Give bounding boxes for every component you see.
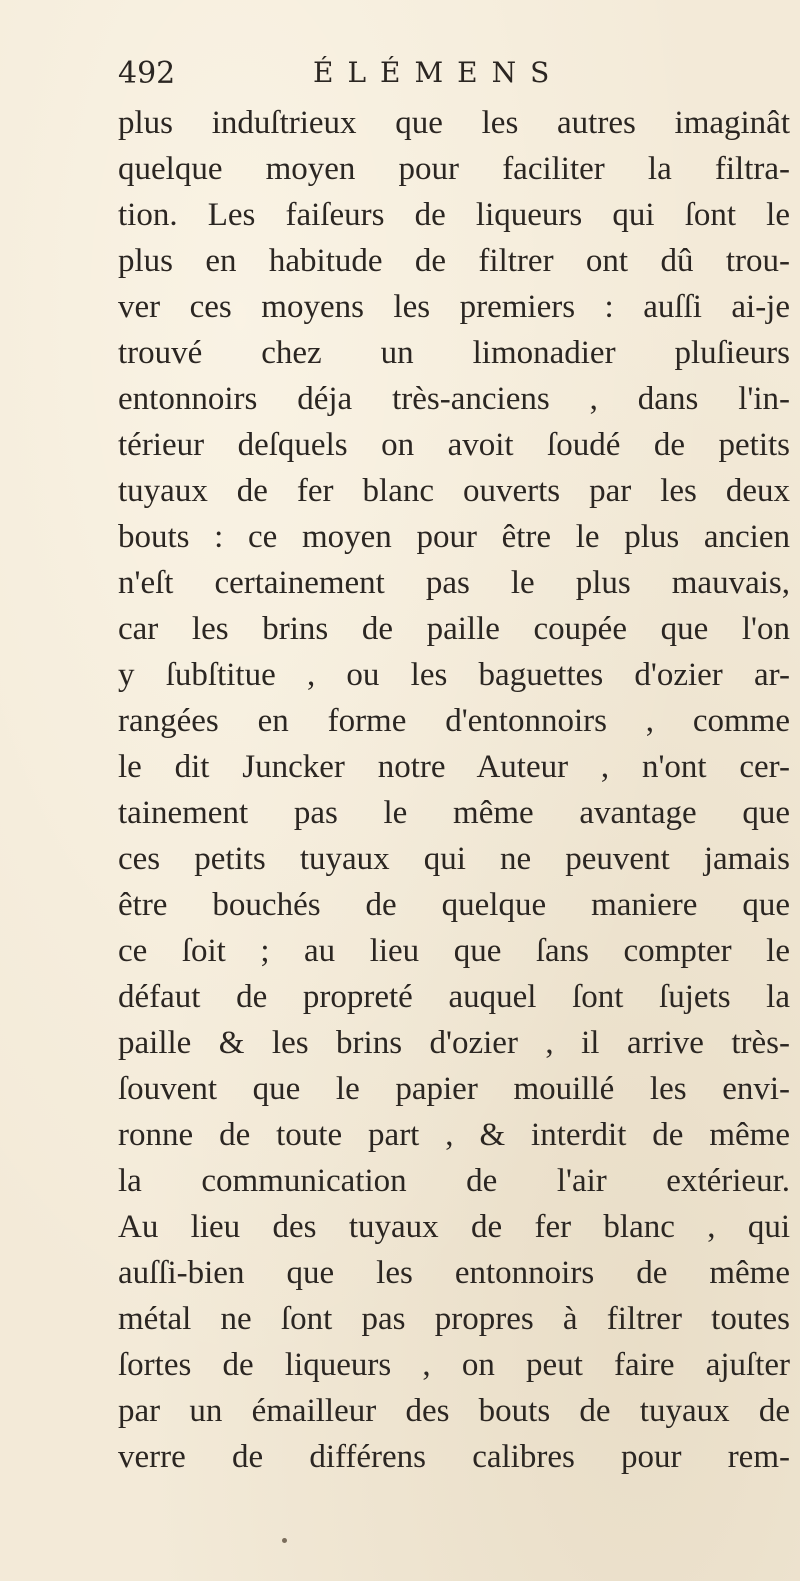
text-line: ronne de toute part , & interdit de même (118, 1117, 790, 1153)
page-number: 492 (118, 56, 176, 91)
text-line: par un émailleur des bouts de tuyaux de (118, 1393, 790, 1429)
text-line: trouvé chez un limonadier pluſieurs (118, 335, 790, 371)
text-line: rangées en forme d'entonnoirs , comme (118, 703, 790, 739)
running-head (118, 56, 678, 96)
text-line: entonnoirs déja très-anciens , dans l'in- (118, 381, 790, 417)
text-line: bouts : ce moyen pour être le plus ancien (118, 519, 790, 555)
text-line: défaut de propreté auquel ſont ſujets la (118, 979, 790, 1015)
text-line: tuyaux de fer blanc ouverts par les deux (118, 473, 790, 509)
text-line: métal ne ſont pas propres à filtrer toutes (118, 1301, 790, 1337)
text-line: paille & les brins d'ozier , il arrive très- (118, 1025, 790, 1061)
text-line: tion. Les faiſeurs de liqueurs qui ſont le (118, 197, 790, 233)
text-line: la communication de l'air extérieur. (118, 1163, 790, 1199)
text-line: être bouchés de quelque maniere que (118, 887, 790, 923)
text-line: plus induſtrieux que les autres imaginât (118, 105, 790, 141)
text-line: y ſubſtitue , ou les baguettes d'ozier ar- (118, 657, 790, 693)
text-line: ſouvent que le papier mouillé les envi- (118, 1071, 790, 1107)
text-line: car les brins de paille coupée que l'on (118, 611, 790, 647)
ink-speck (282, 1538, 287, 1543)
body-text (118, 100, 790, 1480)
text-line: le dit Juncker notre Auteur , n'ont cer- (118, 749, 790, 785)
text-line: quelque moyen pour faciliter la filtra- (118, 151, 790, 187)
text-line: plus en habitude de filtrer ont dû trou- (118, 243, 790, 279)
text-line: ver ces moyens les premiers : auſſi ai-je (118, 289, 790, 325)
text-line: ce ſoit ; au lieu que ſans compter le (118, 933, 790, 969)
text-line: Au lieu des tuyaux de fer blanc , qui (118, 1209, 790, 1245)
text-line: ſortes de liqueurs , on peut faire ajuſter (118, 1347, 790, 1383)
text-line: ces petits tuyaux qui ne peuvent jamais (118, 841, 790, 877)
text-line: n'eſt certainement pas le plus mauvais, (118, 565, 790, 601)
text-line: térieur deſquels on avoit ſoudé de petits (118, 427, 790, 463)
text-line: auſſi-bien que les entonnoirs de même (118, 1255, 790, 1291)
text-line: tainement pas le même avantage que (118, 795, 790, 831)
text-line: verre de différens calibres pour rem- (118, 1439, 790, 1475)
running-title: ÉLÉMENS (313, 56, 564, 89)
